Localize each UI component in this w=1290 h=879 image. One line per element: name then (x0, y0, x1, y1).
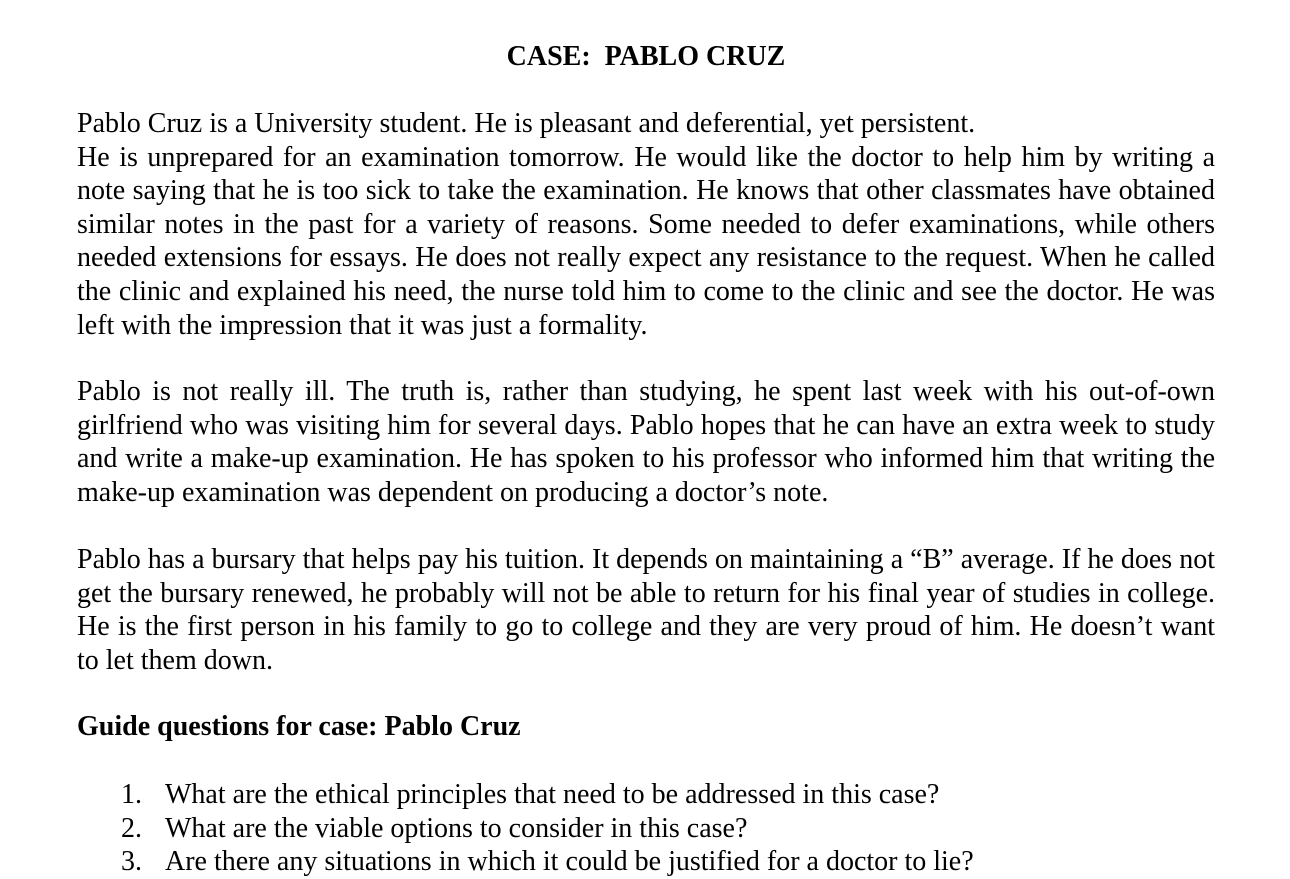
question-text: What are the viable options to consider in this case? (165, 812, 748, 844)
question-number: 2. (121, 812, 142, 844)
guide-questions-heading: Guide questions for case: Pablo Cruz (77, 711, 521, 742)
question-text: Are there any situations in which it could be justified for a doctor to lie? (165, 846, 974, 878)
case-paragraph-1 (77, 107, 1215, 342)
case-title: CASE: PABLO CRUZ (506, 41, 786, 72)
question-number: 1. (121, 779, 142, 810)
case-paragraph-2: Pablo is not really ill. The truth is, rather than studying, he spent last week with his out-of-own girlfriend who was visiting him for several days. Pablo hopes that he can have an extra week to study and write a make-up examination. He has spoken to his professor who informed him that writing the make-up examination was dependent on producing a doctor’s note. (77, 376, 1215, 508)
case-paragraph-3: Pablo has a bursary that helps pay his tuition. It depends on maintaining a “B” average. If he does not get the bursary renewed, he probably will not be able to return for his final year of studies in college. He is the first person in his family to go to college and they are very proud of him. He doesn’t want to let them down. (77, 544, 1215, 676)
paragraph-situation: He is unprepared for an examination tomorrow. He would like the doctor to help him by writing a note saying that he is too sick to take the examination. He knows that other classmates have obtained similar notes in the past for a variety of reasons. Some needed to defer examinations, while others needed extensions for essays. He does not really expect any resistance to the request. When he called the clinic and explained his need, the nurse told him to come to the clinic and see the doctor. He was left with the impression that it was just a formality. (77, 141, 1215, 341)
question-text: What are the ethical principles that need to be addressed in this case? (165, 779, 940, 810)
guide-questions-list (121, 778, 974, 879)
guide-question-item (121, 778, 974, 812)
paragraph-intro-line: Pablo Cruz is a University student. He is pleasant and deferential, yet persistent. (77, 108, 976, 139)
question-number: 3. (121, 846, 142, 878)
guide-question-item (121, 845, 974, 879)
guide-question-item (121, 812, 974, 846)
